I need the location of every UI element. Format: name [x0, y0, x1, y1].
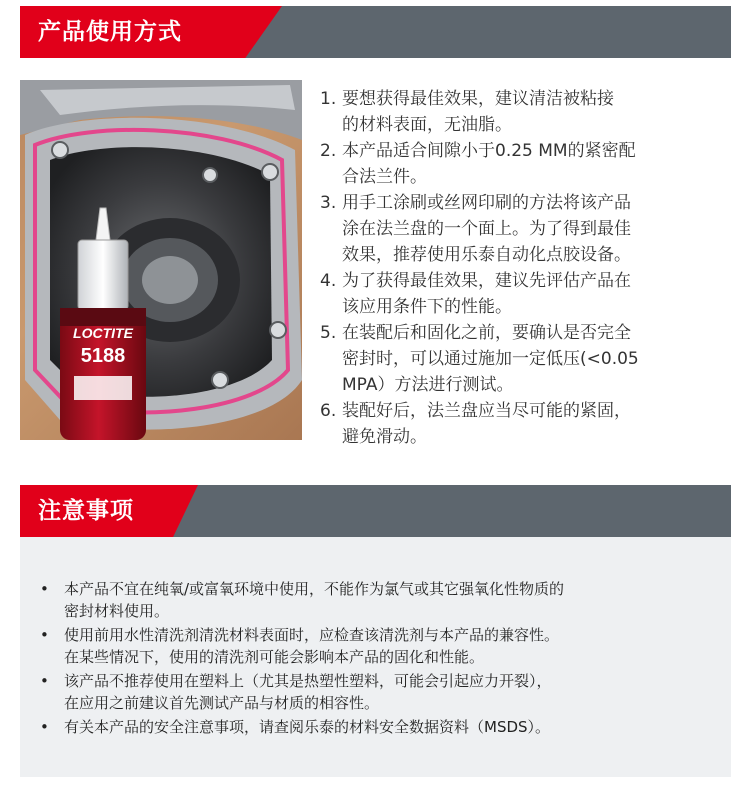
precaution-item: [38, 670, 718, 714]
step-line: 该应用条件下的性能。: [342, 297, 512, 317]
bullet: •: [40, 672, 49, 690]
precaution-line: 使用前用水性清洗剂清洗材料表面时，应检查该清洗剂与本产品的兼容性。: [64, 626, 560, 644]
precaution-line: 该产品不推荐使用在塑料上（尤其是热塑性塑料，可能会引起应力开裂），: [64, 672, 552, 690]
step-line: 用手工涂刷或丝网印刷的方法将该产品: [342, 193, 631, 213]
gasket-illustration: [20, 80, 302, 440]
usage-step: [320, 190, 720, 268]
precaution-line: 本产品不宜在纯氧/或富氧环境中使用，不能作为氯气或其它强氧化性物质的: [64, 580, 565, 598]
precaution-item: [38, 578, 718, 622]
step-number: 2.: [320, 141, 337, 161]
bullet: •: [40, 626, 49, 644]
step-number: 4.: [320, 271, 337, 291]
precaution-line: 密封材料使用。: [64, 602, 170, 620]
usage-step: [320, 398, 720, 450]
usage-step: [320, 86, 720, 138]
step-line: 装配好后，法兰盘应当尽可能的紧固，: [342, 401, 631, 421]
usage-step: [320, 268, 720, 320]
step-line: 为了获得最佳效果，建议先评估产品在: [342, 271, 631, 291]
step-line: 在装配后和固化之前，要确认是否完全: [342, 323, 631, 343]
step-number: 6.: [320, 401, 337, 421]
step-line: 避免滑动。: [342, 427, 427, 447]
step-line: 要想获得最佳效果，建议清洁被粘接: [342, 89, 614, 109]
precautions-list: [38, 578, 718, 738]
precaution-line: 有关本产品的安全注意事项，请查阅乐泰的材料安全数据资料（MSDS）。: [64, 718, 551, 736]
section-title-usage: 产品使用方式: [38, 19, 182, 45]
step-number: 5.: [320, 323, 337, 343]
step-line: 密封时，可以通过施加一定低压(<0.05: [342, 349, 639, 369]
step-line: MPA）方法进行测试。: [342, 375, 514, 395]
step-number: 3.: [320, 193, 337, 213]
usage-steps-list: [320, 86, 720, 450]
bullet: •: [40, 580, 49, 598]
section-title-precautions: 注意事项: [38, 498, 134, 524]
step-line: 的材料表面，无油脂。: [342, 115, 512, 135]
product-photo: [20, 80, 302, 440]
precaution-line: 在某些情况下，使用的清洗剂可能会影响本产品的固化和性能。: [64, 648, 485, 666]
precaution-item: [38, 624, 718, 668]
bottle-code: 5188: [80, 345, 126, 367]
step-number: 1.: [320, 89, 337, 109]
precaution-item: [38, 716, 718, 738]
step-line: 本产品适合间隙小于0.25 MM的紧密配: [342, 141, 636, 161]
step-line: 合法兰件。: [342, 167, 427, 187]
step-line: 效果，推荐使用乐泰自动化点胶设备。: [342, 245, 631, 265]
usage-step: [320, 320, 720, 398]
bullet: •: [40, 718, 49, 736]
usage-step: [320, 138, 720, 190]
precaution-line: 在应用之前建议首先测试产品与材质的相容性。: [64, 694, 380, 712]
step-line: 涂在法兰盘的一个面上。为了得到最佳: [342, 219, 631, 239]
bottle-brand: LOCTITE: [73, 325, 133, 341]
